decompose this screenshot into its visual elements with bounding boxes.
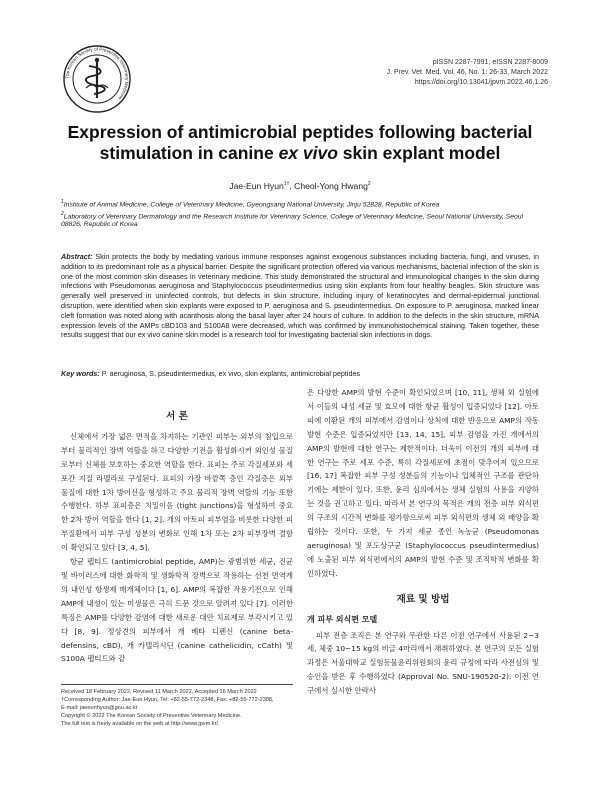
doi-link[interactable]: https://doi.org/10.13041/jpvm.2022.46.1.26	[414, 79, 548, 86]
fulltext-note: The full text is freely available on the web at http://www.jpvm.kr/.	[61, 721, 220, 728]
corresponding-author: †Corresponding Author: Jae-Eun Hyun, Tel: +82-55-772-2348, Fax: +82-55-772-2308,	[61, 697, 274, 704]
keywords	[61, 369, 539, 378]
methods-heading: 재료 및 방법	[396, 593, 450, 605]
affiliation-1: $^1$Institute of Animal Medicine, College of Veterinary Medicine, Gyeongsang National University, Jinju 52828, Republic of Korea	[61, 199, 440, 209]
abstract-label: Abstract:	[61, 252, 93, 261]
footnotes	[61, 688, 301, 728]
footnote-divider	[61, 684, 293, 685]
intro-heading: 서 론	[166, 411, 188, 422]
email[interactable]: E-mail: jaeeunhyun@gnu.ac.kr	[61, 705, 138, 712]
right-column	[307, 386, 539, 698]
methods-paragraph-1: 피부 전층 조직은 본 연구와 무관한 다른 이전 연구에서 사용된 2~3세, 체중 10~15 kg의 비글 4마리에서 채취하였다. 본 연구의 모든 실험 과정은 서울대학교 실험동물윤리위원회의 윤리 규정에 따라 사전심의 및 승인을 받은 후 수행하였다 (Approval No. SNU-190520-2). 이전 연구에서 실시한 안락사	[307, 630, 539, 696]
methods-subheading: 개 피부 외식편 모델	[307, 614, 378, 624]
society-logo	[62, 44, 132, 114]
citation: J. Prev. Vet. Med. Vol. 46, No. 1: 26-33, March 2022	[386, 69, 548, 76]
journal-header	[288, 58, 548, 88]
author-1: Jae-Eun Hyun	[229, 181, 284, 191]
author-list: Jae-Eun Hyun$^{1\dagger}$, Cheol-Yong Hwang$^2$	[229, 181, 371, 191]
issn: pISSN 2287-7991, eISSN 2287-8009	[432, 59, 548, 66]
left-column	[61, 410, 293, 666]
paper-title	[60, 122, 540, 164]
title-line-1: Expression of antimicrobial peptides following bacterial	[67, 122, 533, 142]
abstract-text: Skin protects the body by mediating various immune responses against exogenous substances including bacteria, fungi, and viruses, in addition to its predominant role as a physical barrier. Despite the significant protection offered via various mechanisms, bacterial infection of the skin is one of the most common skin diseases in veterinary medicine. This study demonstrated the structural and immunological changes in the skin during infections with Pseudomonas aeruginosa and Staphylococcus pseudintermedius using skin explants from four healthy beagles. Skin structure was generally well preserved in uninfected controls, but defects in skin structure, including injury of keratinocytes and dermal-epidermal junctional disruption, were identified when skin explants were exposed to P. aeruginosa and S. pseudintermedius. On exposure to P. aeruginosa, marked linear cleft formation was noted along with acanthosis along the basal layer after 24 hours of culture. In addition to the defects in the skin structure, mRNA expression levels of the AMPs cBD103 and S100A8 were decreased, which was confirmed by immunohistochemical staining. Taken together, these results suggest that our ex vivo canine skin model is a research tool for investigating bacterial skin infections in dogs.	[61, 252, 539, 340]
intro-paragraph-2: 항균 펩티드 (antimicrobial peptide, AMP)는 광범위한 세균, 진균 및 바이러스에 대한 화학적 및 생화학적 장벽으로 작용하는 선천 면역계의 내인성 항생제 매개체이다 [1, 6]. AMP의 복잡한 작용기전으로 인해 AMP에 내성이 있는 미생물은 극히 드문 것으로 알려져 있다 [7]. 이러한 특징은 AMP를 다양한 감염에 대한 새로운 대안 치료제로 부각시키고 있다 [8, 9]. 정상견의 피부에서 개 베타 디펜신 (canine beta-defensins, cBD), 개 카텔리시딘 (canine cathelicidin, cCath) 및 S100A 펩티드와 같	[61, 557, 293, 664]
intro-paragraph-1: 신체에서 가장 넓은 면적을 차지하는 기관인 피부는 외부의 침입으로부터 물리적인 장벽 역할을 하고 다양한 기전을 활성화시켜 외인성 물질로부터 신체를 보호하는 중요한 역할을 한다. 표피는 주로 각질세포와 세포간 지질 라멜라로 구성된다. 표피의 가장 바깥쪽 층인 각질층은 외부 물질에 대한 1차 방어선을 형성하고 주요 물리적 장벽 역할의 기능 또한 수행한다. 하부 표피층은 치밀이음 (tight junctions)을 형성하여 중요한 2차 방어 역할을 한다 [1, 2]. 개의 아토피 피부염을 비롯한 다양한 피부질환에서 피부 구성 성분의 변화로 인해 1차 또는 2차 피부장벽 결함이 확인되고 있다 [3, 4, 5].	[61, 431, 293, 553]
copyright: Copyright © 2022 The Korean Society of Preventive Veterinary Medicine.	[61, 713, 242, 720]
logo-ring-text: The Korean Society of Preventive Veterinary Medicine	[64, 46, 130, 101]
intro-paragraph-3: 은 다양한 AMP의 발현 수준이 확인되었으며 [10, 11], 생체 외 실험에서 이들의 내성 세균 및 효모에 대한 항균 활성이 입증되었다 [12]. 아토피에 이환된 개의 피부에서 감염이나 상처에 대한 반응으로 AMP의 작동 발현 수준은 입증되었지만 [13, 14, 15], 피부 감염을 가진 개에서의 AMP의 발현에 대한 연구는 제한적이다. 더욱이 이전의 개의 피부에 대한 연구는 주로 세포 수준, 특히 각질세포에 초점이 맞추어져 있으므로 [16, 17] 복잡한 피부 구성 성분들의 기능이나 입체적인 구조를 판단하기에는 제한이 있다. 또한, 윤리 심의에서는 생체 실험의 사용을 지양하는 것을 권고하고 있다. 따라서 본 연구의 목적은 개의 전층 피부 외식편의 구조의 시간적 변화를 평가함으로써 피부 외식편의 생체 외 배양을 확립하는 것이다. 또한, 두 가지 세균 종인 녹농균 (Pseudomonas aeruginosa) 및 포도상구균 (Staphylococcus pseudintermedius)에 노출된 피부 외식편에서의 AMP의 발현 수준 및 조직학적 변화를 확인하였다.	[307, 388, 539, 578]
title-line-2: stimulation in canine ex vivo skin explant model	[99, 143, 501, 163]
keywords-label: Key words:	[61, 369, 100, 378]
keywords-text: P. aeruginosa, S. pseudintermedius, ex vivo, skin explants, antimicrobial peptides	[99, 369, 361, 378]
abstract	[61, 252, 539, 340]
affiliations	[61, 198, 541, 230]
received-dates: Received 18 February 2022, Revised 11 March 2022, Accepted 16 March 2022	[61, 689, 257, 695]
author-2: Cheol-Yong Hwang	[294, 181, 368, 191]
affiliation-2: $^2$Laboratory of Veterinary Dermatology and the Research Institute for Veterinary Science, College of Veterinary Medicine, Seoul National University, Seoul 08826, Republic of Korea	[61, 210, 524, 229]
